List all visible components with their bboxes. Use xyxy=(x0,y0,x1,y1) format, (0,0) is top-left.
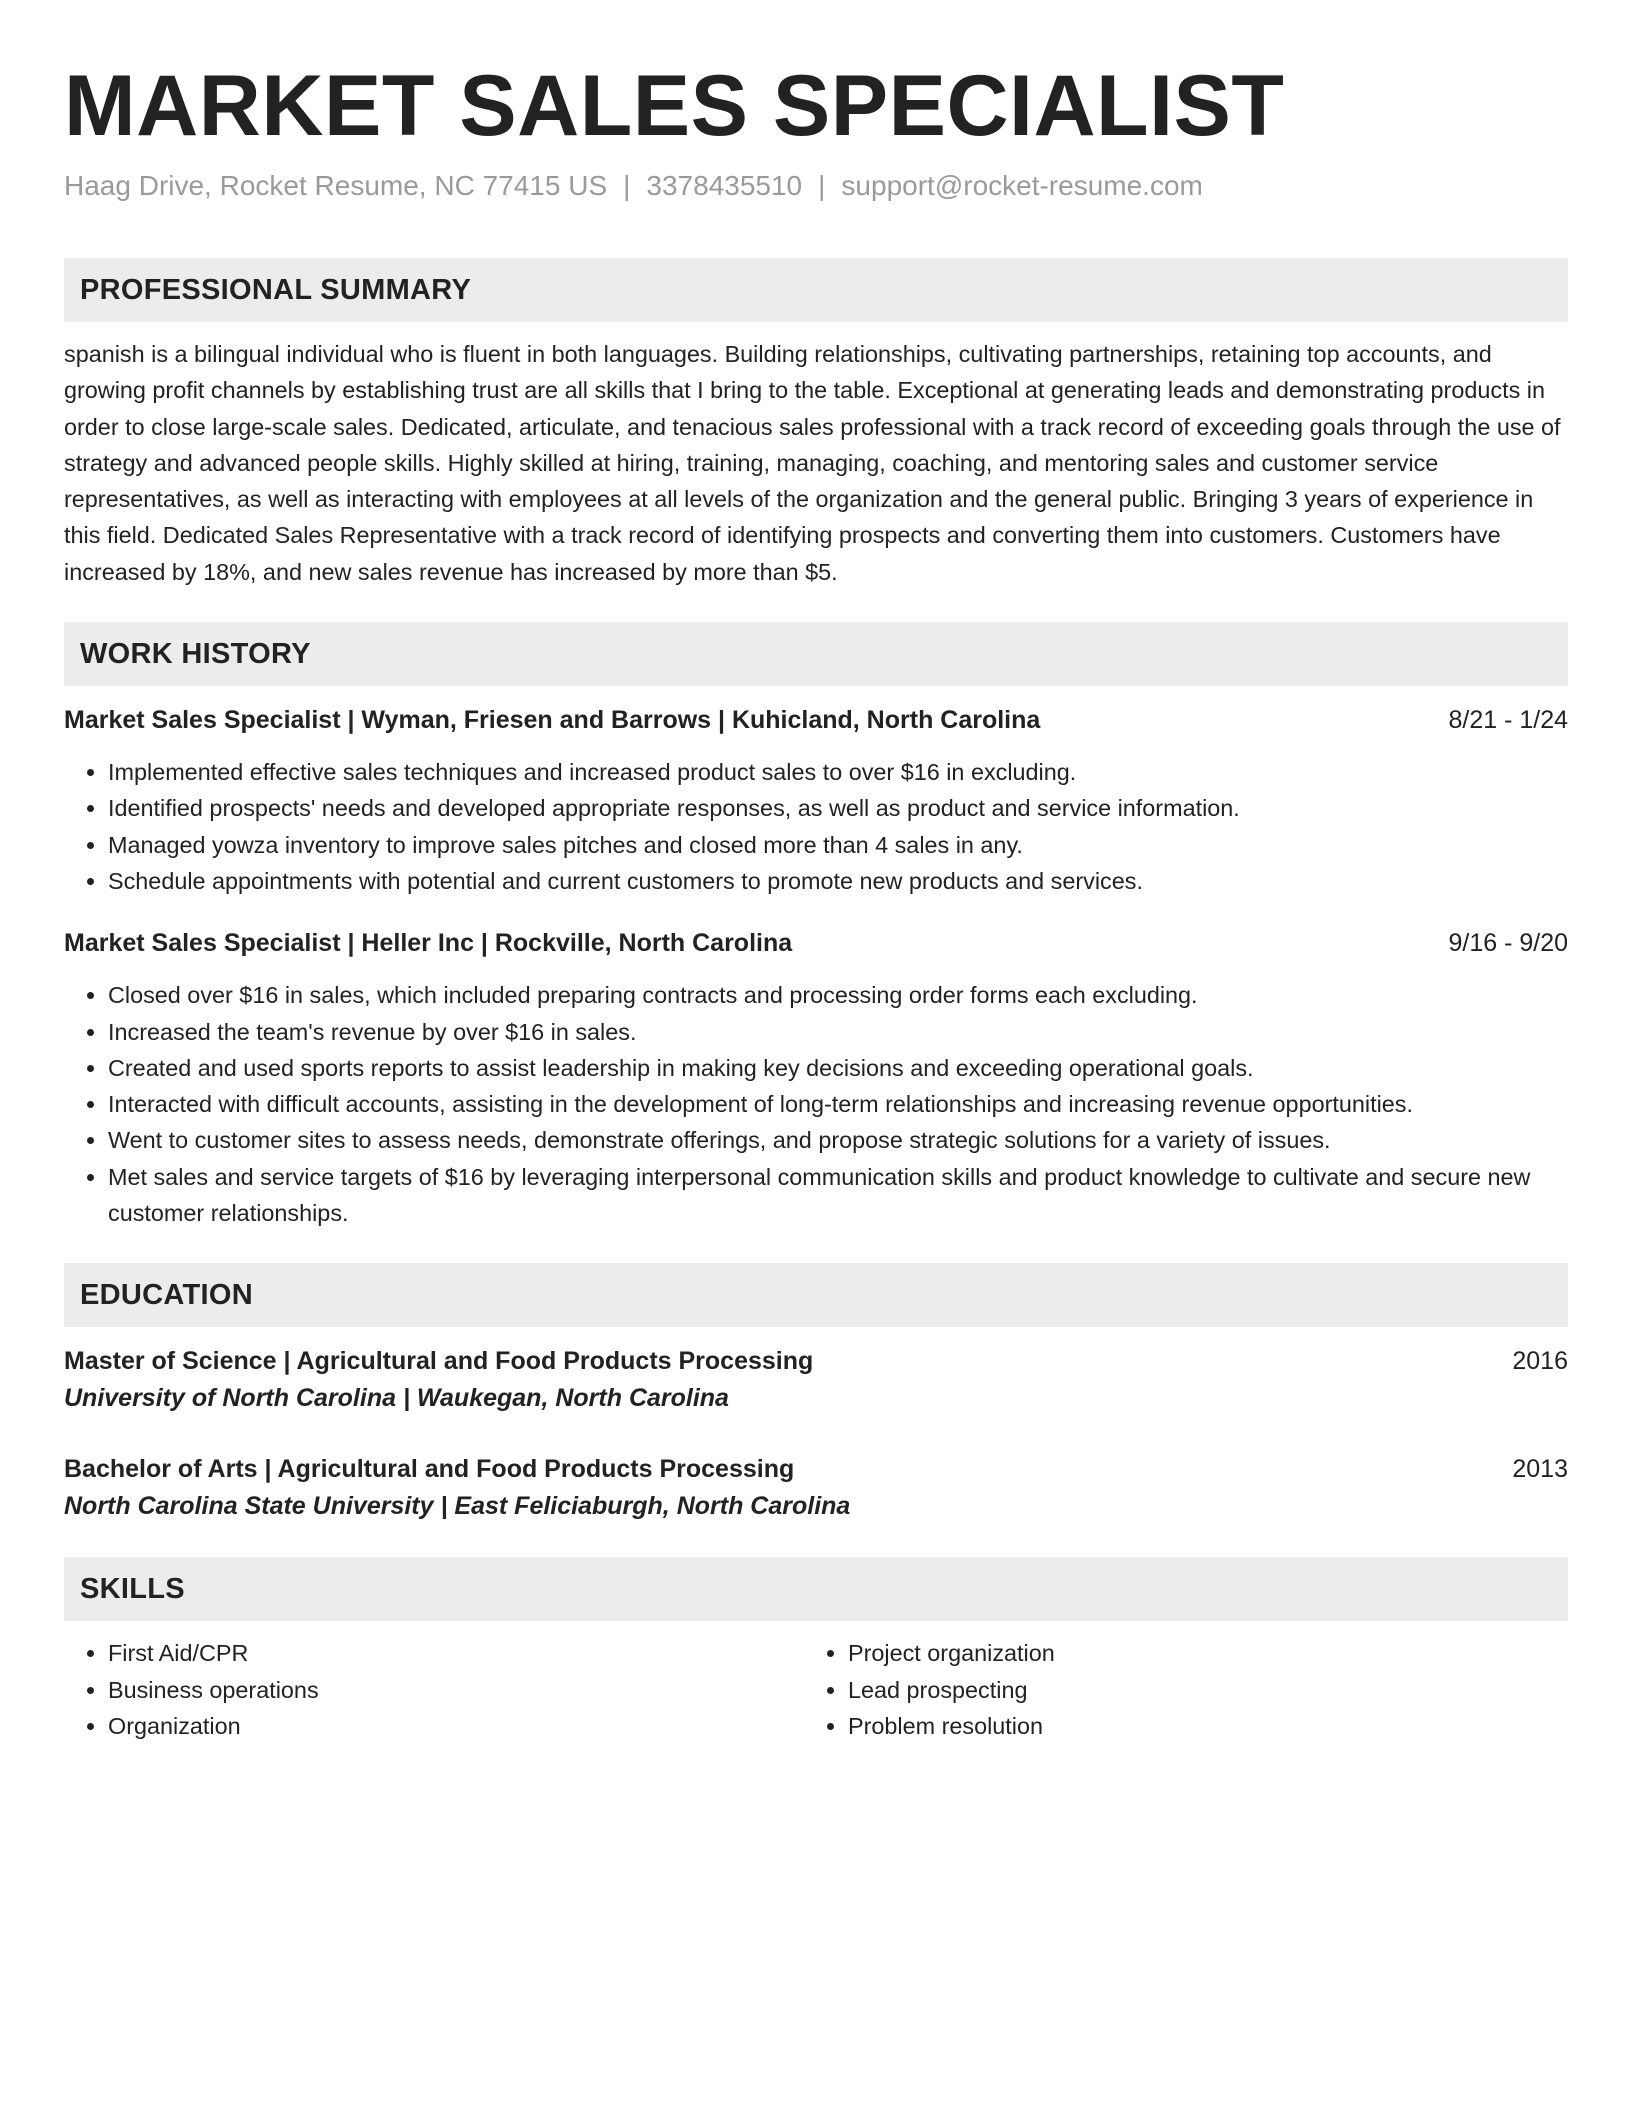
job-bullet: • Created and used sports reports to assist leadership in making key decisions and exceeding operational goals. xyxy=(108,1050,1568,1086)
education-degree: Bachelor of Arts | Agricultural and Food Products Processing xyxy=(64,1455,795,1484)
education-entry xyxy=(64,1343,1568,1417)
summary-text: spanish is a bilingual individual who is fluent in both languages. Building relationships, cultivating partnerships, retaining top accounts, and growing profit channels by establishing trust are all skills that I bring to the table. Exceptional at generating leads and demonstrating products in order to close large-scale sales. Dedicated, articulate, and tenacious sales professional with a track record of exceeding goals through the use of strategy and advanced people skills. Highly skilled at hiring, training, managing, coaching, and mentoring sales and customer service representatives, as well as interacting with employees at all levels of the organization and the general public. Bringing 3 years of experience in this field. Dedicated Sales Representative with a track record of identifying prospects and converting them into customers. Customers have increased by 18%, and new sales revenue has increased by more than $5. xyxy=(64,341,1561,585)
job-dates: 8/21 - 1/24 xyxy=(1448,706,1568,735)
job-bullet: • Managed yowza inventory to improve sales pitches and closed more than 4 sales in any. xyxy=(108,827,1568,863)
job-bullets xyxy=(64,754,1568,899)
education-year: 2016 xyxy=(1512,1347,1568,1376)
skill-item: • Problem resolution xyxy=(848,1708,1544,1744)
skills-list xyxy=(64,1635,804,1744)
job-bullet: • Implemented effective sales techniques and increased product sales to over $16 in excluding. xyxy=(108,754,1568,790)
skill-item: • Project organization xyxy=(848,1635,1544,1671)
skills-list xyxy=(804,1635,1544,1744)
contact-separator: | xyxy=(623,170,631,201)
skill-item: • Organization xyxy=(108,1708,804,1744)
skills-grid xyxy=(64,1635,1568,1744)
contact-email: support@rocket-resume.com xyxy=(841,170,1203,201)
contact-phone: 3378435510 xyxy=(646,170,803,201)
resume-name: MARKET SALES SPECIALIST xyxy=(64,58,1285,154)
job-bullet: • Increased the team's revenue by over $16 in sales. xyxy=(108,1014,1568,1050)
education-entry xyxy=(64,1451,1568,1525)
section-header-work-history: WORK HISTORY xyxy=(64,622,1568,686)
job-bullets xyxy=(64,977,1568,1231)
education-year: 2013 xyxy=(1512,1455,1568,1484)
skill-item: • Business operations xyxy=(108,1672,804,1708)
skills-column-right xyxy=(804,1635,1544,1744)
skill-item: • First Aid/CPR xyxy=(108,1635,804,1671)
education-school: University of North Carolina | Waukegan, North Carolina xyxy=(64,1384,729,1413)
section-header-skills: SKILLS xyxy=(64,1557,1568,1621)
job-title: Market Sales Specialist | Heller Inc | Rockville, North Carolina xyxy=(64,929,793,958)
skills-column-left xyxy=(64,1635,804,1744)
education-school: North Carolina State University | East Feliciaburgh, North Carolina xyxy=(64,1492,851,1521)
education-degree: Master of Science | Agricultural and Food Products Processing xyxy=(64,1347,814,1376)
section-header-summary: PROFESSIONAL SUMMARY xyxy=(64,258,1568,322)
job-bullet: • Identified prospects' needs and developed appropriate responses, as well as product and service information. xyxy=(108,790,1568,826)
resume-page xyxy=(64,0,1568,1744)
skill-item: • Lead prospecting xyxy=(848,1672,1544,1708)
contact-address: Haag Drive, Rocket Resume, NC 77415 US xyxy=(64,170,608,201)
education-header xyxy=(64,1343,1568,1379)
job-header xyxy=(64,925,1568,961)
job-bullet: • Interacted with difficult accounts, assisting in the development of long-term relationships and increasing revenue opportunities. xyxy=(108,1086,1568,1122)
job-entry xyxy=(64,925,1568,1231)
job-dates: 9/16 - 9/20 xyxy=(1448,929,1568,958)
job-bullet: • Closed over $16 in sales, which included preparing contracts and processing order forms each excluding. xyxy=(108,977,1568,1013)
job-bullet: • Met sales and service targets of $16 by leveraging interpersonal communication skills and product knowledge to cultivate and secure new customer relationships. xyxy=(108,1159,1568,1232)
job-title: Market Sales Specialist | Wyman, Friesen and Barrows | Kuhicland, North Carolina xyxy=(64,706,1041,735)
education-header xyxy=(64,1451,1568,1487)
contact-line xyxy=(64,166,1568,206)
job-header xyxy=(64,702,1568,738)
job-bullet: • Went to customer sites to assess needs, demonstrate offerings, and propose strategic solutions for a variety of issues. xyxy=(108,1122,1568,1158)
job-bullet: • Schedule appointments with potential and current customers to promote new products and services. xyxy=(108,863,1568,899)
contact-separator: | xyxy=(818,170,826,201)
job-entry xyxy=(64,702,1568,899)
section-header-education: EDUCATION xyxy=(64,1263,1568,1327)
